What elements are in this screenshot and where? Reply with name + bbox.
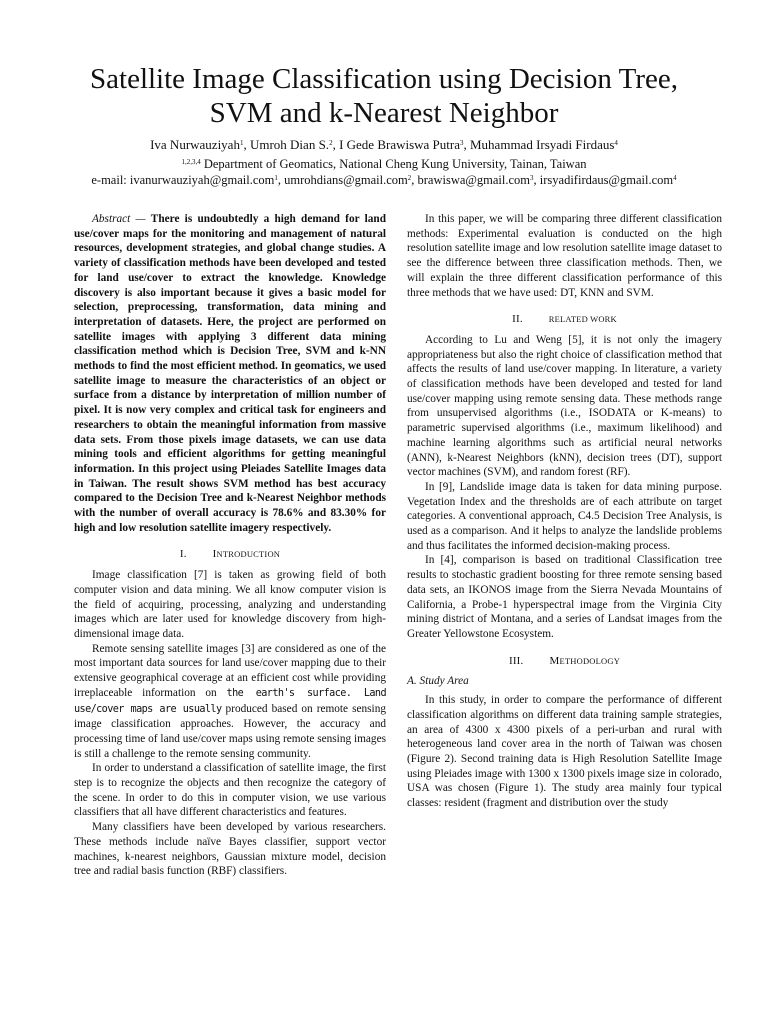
section-number: I. (179, 548, 187, 561)
abstract-label: Abstract (92, 213, 131, 225)
section-number: III. (508, 654, 524, 667)
email-address: umrohdians@gmail.com (284, 173, 408, 187)
left-column (74, 212, 386, 879)
author-sup: 3 (460, 139, 464, 147)
right-column (407, 212, 722, 811)
affiliation-sup: 1,2,3,4 (181, 158, 201, 166)
section-number: II. (512, 313, 523, 326)
paragraph: In [9], Landslide image data is taken for data mining purpose. Vegetation Index and the thresholds are of each attribute on target categories. A conventional approach, C4.5 Decision Tree Analysis, is used as a comparison. And it helps to analyze the landslide problems and thus facilitates the informed decision-making process. (407, 480, 722, 552)
section-title-rest: NTRODUCTION (216, 549, 281, 560)
section-heading-related-work (407, 312, 722, 327)
author-name: Iva Nurwauziyah (150, 137, 240, 152)
section-initial: I (212, 548, 217, 561)
paragraph: Image classification [7] is taken as growing field of both computer vision and data mining. We all know computer vision is the field of acquiring, processing, analyzing and understanding images which are later used for knowledge discovery from high-dimensional image data. (74, 569, 386, 640)
affiliation (40, 156, 728, 172)
section-heading-methodology (407, 654, 722, 669)
author-list: Iva Nurwauziyah$^1$, Umroh Dian S.$^2$, I Gede Brawiswa Putra$^3$, Muhammad Irsyadi Firdaus$^4$ (150, 137, 618, 152)
subsection-heading: A. Study Area (407, 675, 469, 688)
email-line: e-mail: ivanurwauziyah@gmail.com$^1$, umrohdians@gmail.com$^2$, brawiswa@gmail.com$^3$, irsyadifirdaus@gmail.com$^4$ (91, 173, 677, 187)
abstract (74, 212, 386, 535)
email-address: ivanurwauziyah@gmail.com (129, 173, 275, 187)
paragraph: According to Lu and Weng [5], it is not only the imagery appropriateness but also the right choice of classification method that affects the results of land use/cover mapping. In literature, a variety of classification methods have been developed and tested for land use/cover mapping using remote sensing data. These methods range from unsupervised algorithms (i.e., ISODATA or K-means) to parametric supervised algorithms (i.e., maximum likelihood) and machine learning algorithms such as artificial neural networks (ANN), k-Nearest Neighbors (kNN), decision trees (DT), support vector machines (SVM), and random forest (RF). (407, 333, 722, 479)
email-sup: 3 (530, 174, 534, 182)
paragraph (74, 642, 386, 762)
section-title-rest: ETHODOLOGY (559, 655, 621, 666)
section-initial: M (549, 654, 560, 667)
paragraph-mono-part: the earth's surface. Land use/cover maps are usually (74, 687, 386, 715)
paragraph: In [4], comparison is based on traditional Classification tree results to stochastic gradient boosting for three remote sensing based data sets, an IKONOS image from the Sierra Nevada Mountains of California, a Probe-1 hyperspectral image from the Virginia City mining district of Montana, and a series of Landsat images from the Greater Yellowstone Ecosystem. (407, 554, 722, 640)
paragraph: Many classifiers have been developed by various researchers. These methods include naïve Bayes classifier, support vector machines, k-nearest neighbors, Gaussian mixture model, decision tree and radial basis function (RBF) classifiers. (74, 821, 386, 878)
paragraph: In this paper, we will be comparing three different classification methods: Experimental evaluation is conducted on the high resolution satellite image and low resolution satellite image dataset to see the difference between three classification methods. Then, we will explain the three different classification performance of this three methods that we have used: DT, KNN and SVM. (407, 213, 722, 299)
paragraph: In order to understand a classification of satellite image, the first step is to recognize the objects and then recognize the category of the scene. In order to do this in computer vision, we use various classifiers that all have different characteristics and features. (74, 762, 386, 819)
author-sup: 1 (239, 139, 244, 147)
author-sup: 4 (614, 139, 618, 147)
paper-title (40, 62, 728, 130)
author-name: I Gede Brawiswa Putra (339, 137, 460, 152)
section-title: RELATED WORK (548, 314, 617, 325)
paragraph-part: produced based on remote sensing image classification approaches. However, the accuracy and processing time of land use/cover maps using remote sensing images is still a challenge to the remote sensing community. (74, 702, 386, 760)
abstract-dash: — (130, 213, 151, 225)
author-sup: 2 (329, 139, 333, 147)
author-name: Umroh Dian S. (249, 137, 330, 152)
email-sup: 4 (673, 174, 677, 182)
paragraph-part: Remote sensing satellite images [3] are considered as one of the most important data sources for land use/cover mapping due to their extensive geographical coverage at an efficient cost while providing irreplaceable information on (74, 642, 386, 699)
abstract-text: There is undoubtedly a high demand for land use/cover maps for the monitoring and management of natural resources, development strategies, and global change studies. A variety of classification methods have been developed and tested for land use/cover to extract the knowledge. Knowledge discovery is also important because it gives a basic model for selection, preprocessing, transformation, data mining and interpretation of datasets. Here, the project are performed on satellite images with applying 3 different data mining classification method which is Decision Tree, SVM and k-NN methods to find the most efficient method. In geomatics, we used satellite image to measure the characteristics of an object or surface from a distance by interpretation of million number of pixel. It is now very complex and critical task for engineers and researchers to obtain the meaningful information from massive data sets. From those pixels image datasets, we can use data mining tools and efficient algorithms for getting meaningful information. In this project using Pleiades Satellite Images data in Taiwan. The result shows SVM method has best accuracy compared to the Decision Tree and k-Nearest Neighbor methods with the number of overall accuracy is 78.6% and 83.30% for high and low resolution satellite imagery respectively. (74, 213, 386, 534)
email-sup: 2 (407, 174, 412, 182)
title-line-2: SVM and k-Nearest Neighbor (209, 97, 559, 129)
title-line-1: Satellite Image Classification using Decision Tree, (90, 63, 678, 95)
email-prefix: e-mail: (91, 173, 130, 187)
paragraph: In this study, in order to compare the performance of different classification algorithms on different data training sample strategies, an area of 4300 x 4300 pixels of a peri-urban and rural with heterogeneous land cover area in the north of Taiwan was chosen (Figure 2). Second training data is High Resolution Satellite Image using Pleiades image with 1300 x 1300 pixels image size in colorado, USA was chosen (Figure 1). The study area mainly four typical classes: resident (fragment and distribution over the study (407, 694, 722, 810)
email-sup: 1 (274, 174, 278, 182)
affiliation-text: Department of Geomatics, National Cheng Kung University, Tainan, Taiwan (203, 157, 587, 171)
section-heading-introduction (74, 547, 386, 562)
author-name: Muhammad Irsyadi Firdaus (470, 137, 615, 152)
email-address: brawiswa@gmail.com (417, 173, 531, 187)
email-address: irsyadifirdaus@gmail.com (539, 173, 674, 187)
